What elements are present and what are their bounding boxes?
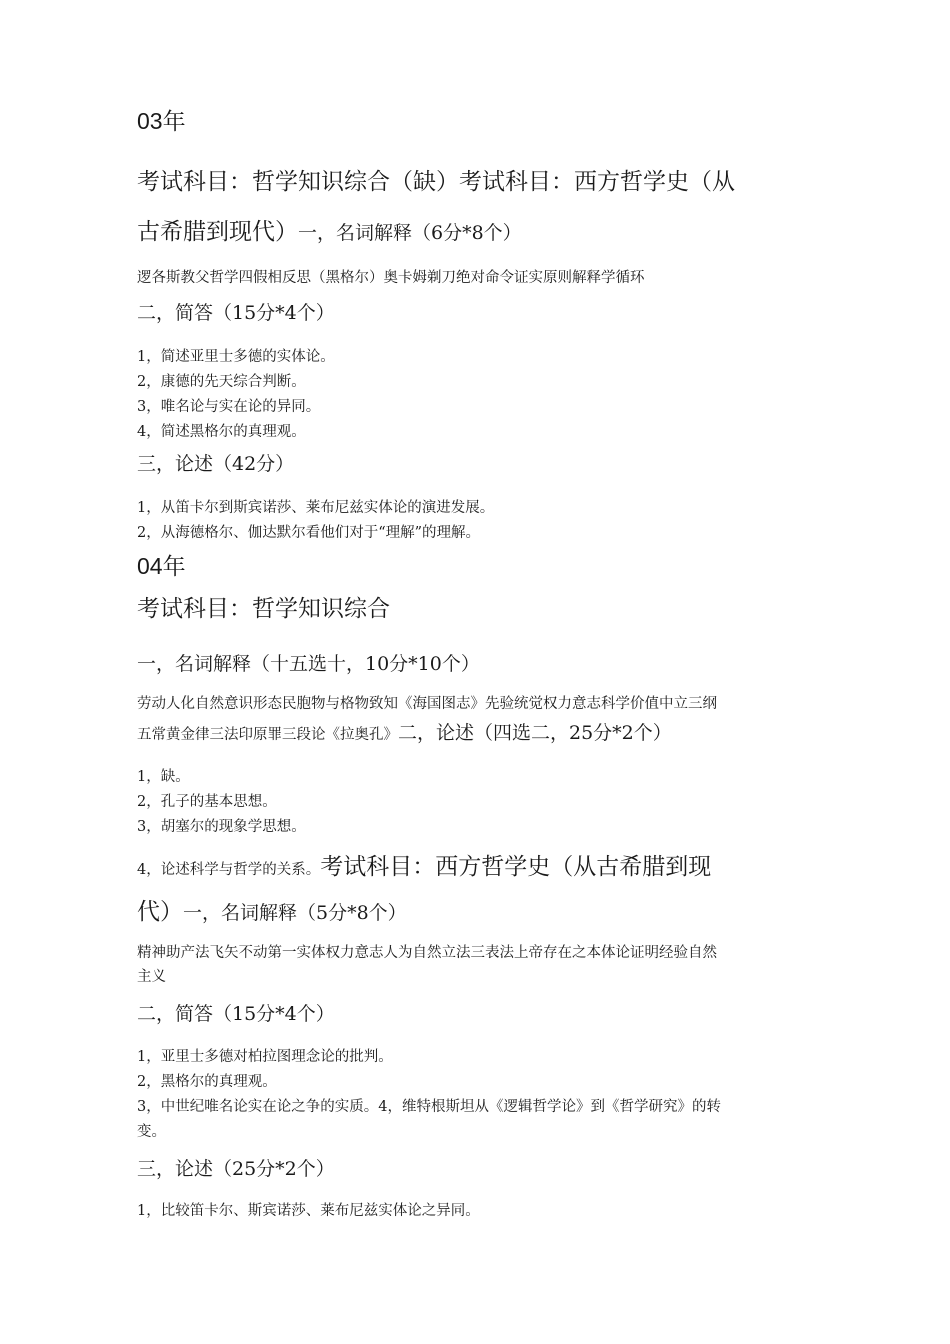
subject2-line-04: 考试科目：西方哲学史（从古希腊到现 [320,854,712,880]
subject-line-04: 考试科目：哲学知识综合 [137,596,390,622]
terms2-heading-04: 一，名词解释（5分*8个） [183,902,407,924]
short-answer-item-03: 1，简述亚里士多德的实体论。 [137,349,335,365]
essay-heading-04b: 三，论述（25分*2个） [137,1158,335,1180]
subject2-continuation-04: 代） [137,899,183,925]
short-answer-item-04-line2: 变。 [137,1124,166,1140]
essay-item-04: 1，缺。 [137,769,190,785]
short-answer-item-03: 2，康德的先天综合判断。 [137,374,306,390]
short-answer-item-04-line1: 3，中世纪唯名论实在论之争的实质。4，维特根斯坦从《逻辑哲学论》到《哲学研究》的转 [137,1099,721,1115]
short-answer-item-04: 2，黑格尔的真理观。 [137,1074,277,1090]
essay-heading-04: 二，论述（四选二，25分*2个） [398,722,672,744]
terms-list-04-line2 [137,718,672,745]
terms2-list-04-line2: 主义 [137,969,166,985]
essay-item-04: 2，孔子的基本思想。 [137,794,277,810]
subject-continuation-03: 古希腊到现代） [137,219,298,245]
subject2-terms-line-04 [137,893,407,926]
subject-terms-line-03 [137,213,522,246]
essay-item-04: 4，论述科学与哲学的关系。 [137,862,321,878]
terms-heading-03: 一，名词解释（6分*8个） [298,222,522,244]
year-heading-04: 04年 [137,553,186,579]
terms2-list-04-line1: 精神助产法飞矢不动第一实体权力意志人为自然立法三表法上帝存在之本体论证明经验自然 [137,945,717,961]
subject-line-03: 考试科目：哲学知识综合（缺）考试科目：西方哲学史（从 [137,169,735,195]
short-answer-item-03: 4，简述黑格尔的真理观。 [137,424,306,440]
short-answer-heading-03: 二，简答（15分*4个） [137,302,335,324]
terms-list-03: 逻各斯教父哲学四假相反思（黑格尔）奥卡姆剃刀绝对命令证实原则解释学循环 [137,270,645,286]
short-answer-item-03: 3，唯名论与实在论的异同。 [137,399,321,415]
terms-list-04-tail: 五常黄金律三法印原罪三段论《拉奥孔》 [137,727,398,743]
essay-item-03: 2，从海德格尔、伽达默尔看他们对于“理解”的理解。 [137,525,481,541]
essay-item-04b: 1，比较笛卡尔、斯宾诺莎、莱布尼兹实体论之异同。 [137,1203,480,1219]
short-answer-heading-04: 二，简答（15分*4个） [137,1003,335,1025]
terms-heading-04: 一，名词解释（十五选十，10分*10个） [137,653,480,675]
essay-item-03: 1，从笛卡尔到斯宾诺莎、莱布尼兹实体论的演进发展。 [137,500,495,516]
short-answer-item-04: 1，亚里士多德对柏拉图理念论的批判。 [137,1049,393,1065]
essay-heading-03: 三，论述（42分） [137,453,295,475]
year-heading-03: 03年 [137,108,186,134]
essay-item-04: 3，胡塞尔的现象学思想。 [137,819,306,835]
essay-item4-subject-line-04 [137,848,711,881]
terms-list-04-line1: 劳动人化自然意识形态民胞物与格物致知《海国图志》先验统觉权力意志科学价值中立三纲 [137,696,717,712]
